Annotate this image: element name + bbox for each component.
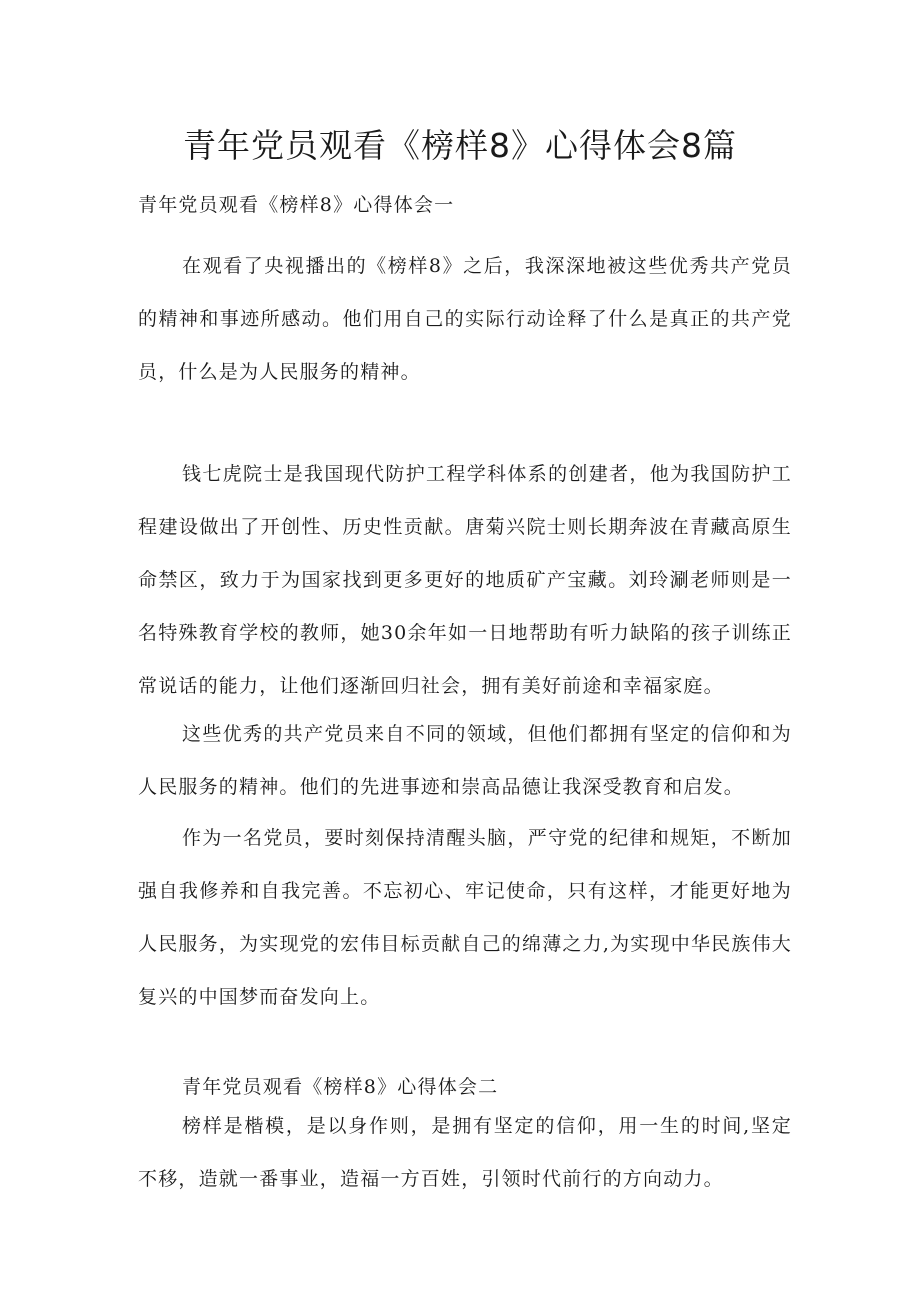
section-heading-1: 青年党员观看《榜样8》心得体会一 (138, 194, 455, 216)
paragraph: 作为一名党员，要时刻保持清醒头脑，严守党的纪律和规矩，不断加强自我修养和自我完善。不忘初心、牢记使命，只有这样，才能更好地为人民服务，为实现党的宏伟目标贡献自己的绵薄之力,为实现中华民族伟大复兴的中国梦而奋发向上。 (138, 827, 792, 1008)
paragraph: 榜样是楷模，是以身作则，是拥有坚定的信仰，用一生的时间,坚定不移，造就一番事业，造福一方百姓，引领时代前行的方向动力。 (138, 1115, 792, 1190)
paragraph: 钱七虎院士是我国现代防护工程学科体系的创建者，他为我国防护工程建设做出了开创性、历史性贡献。唐菊兴院士则长期奔波在青藏高原生命禁区，致力于为国家找到更多更好的地质矿产宝藏。刘玲涮老师则是一名特殊教育学校的教师，她30余年如一日地帮助有听力缺陷的孩子训练正常说话的能力，让他们逐渐回归社会，拥有美好前途和幸福家庭。 (138, 463, 792, 697)
paragraph: 在观看了央视播出的《榜样8》之后，我深深地被这些优秀共产党员的精神和事迹所感动。他们用自己的实际行动诠释了什么是真正的共产党员，什么是为人民服务的精神。 (138, 255, 792, 383)
section-heading-2: 青年党员观看《榜样8》心得体会二 (182, 1076, 499, 1098)
document-title: 青年党员观看《榜样8》心得体会8篇 (183, 126, 737, 165)
paragraph: 这些优秀的共产党员来自不同的领域，但他们都拥有坚定的信仰和为人民服务的精神。他们的先进事迹和崇高品德让我深受教育和启发。 (138, 723, 792, 798)
